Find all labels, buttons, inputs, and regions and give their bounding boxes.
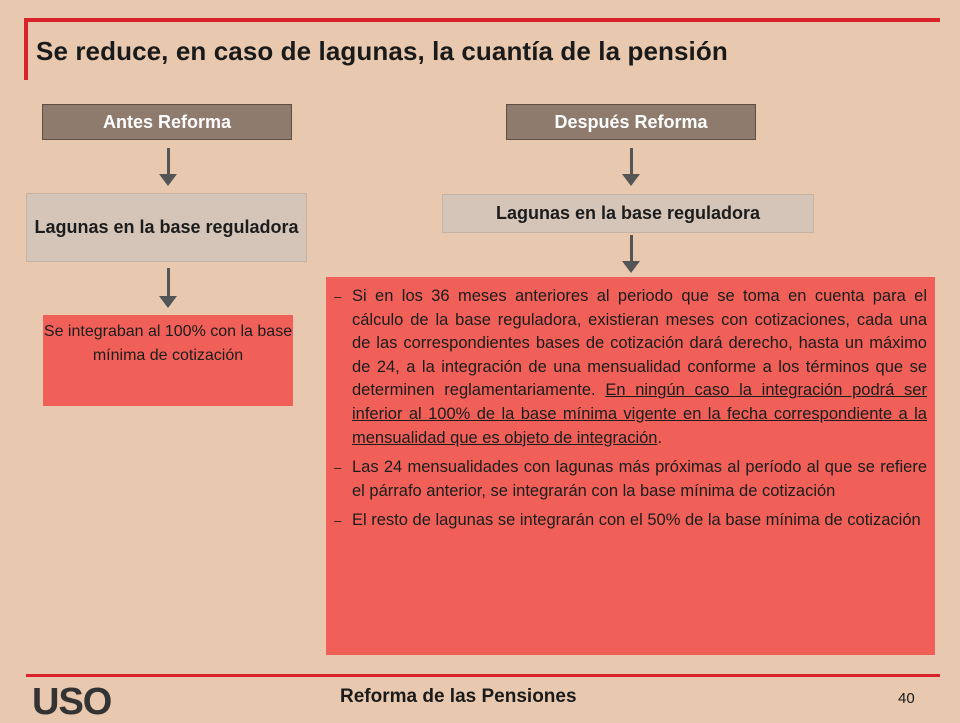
arrow-down-icon <box>621 235 641 273</box>
list-item <box>326 456 927 503</box>
bullet-1-text: Si en los 36 meses anteriores al periodo que se toma en cuenta para el cálculo de la base reguladora, existieran meses con cotizaciones, cada una de las correspondientes bases de cotización dará derecho, hasta un máximo de 24, a la integración de una mensualidad conforme a los términos que se determinen reglamentariamente. <box>352 287 927 400</box>
uso-logo <box>32 682 126 718</box>
bullet-1-end: . <box>657 428 663 447</box>
slide-title: Se reduce, en caso de lagunas, la cuantía de la pensión <box>36 36 728 66</box>
before-detail-box: Se integraban al 100% con la base mínima de cotización <box>43 315 293 406</box>
before-reform-header: Antes Reforma <box>42 104 292 140</box>
arrow-down-icon <box>621 148 641 186</box>
bullet-2-text: Las 24 mensualidades con lagunas más próximas al período al que se refiere el párrafo anterior, se integrarán con la base mínima de cotización <box>352 458 927 500</box>
arrow-down-icon <box>158 268 178 308</box>
top-accent-line <box>26 18 940 22</box>
after-reform-header: Después Reforma <box>506 104 756 140</box>
logo-text: USO <box>32 682 112 718</box>
footer-accent-line <box>26 674 940 677</box>
arrow-down-icon <box>158 148 178 186</box>
after-detail-box <box>326 277 935 655</box>
list-item <box>326 509 927 533</box>
dash-bullet-icon: – <box>334 513 342 529</box>
footer-title: Reforma de las Pensiones <box>340 686 577 707</box>
bullet-1-underlined: En ningún caso la integración podrá ser inferior al 100% de la base mínima vigente en la fecha correspondiente a la mensualidad que es objeto de integración <box>352 381 927 447</box>
before-gaps-box: Lagunas en la base reguladora <box>26 193 307 262</box>
list-item <box>326 285 927 450</box>
dash-bullet-icon: – <box>334 289 342 304</box>
bullet-3-text: El resto de lagunas se integrarán con el 50% de la base mínima de cotización <box>352 511 921 530</box>
left-accent-line <box>24 18 28 80</box>
after-gaps-box: Lagunas en la base reguladora <box>442 194 814 233</box>
page-number: 40 <box>898 690 915 707</box>
dash-bullet-icon: – <box>334 460 342 476</box>
